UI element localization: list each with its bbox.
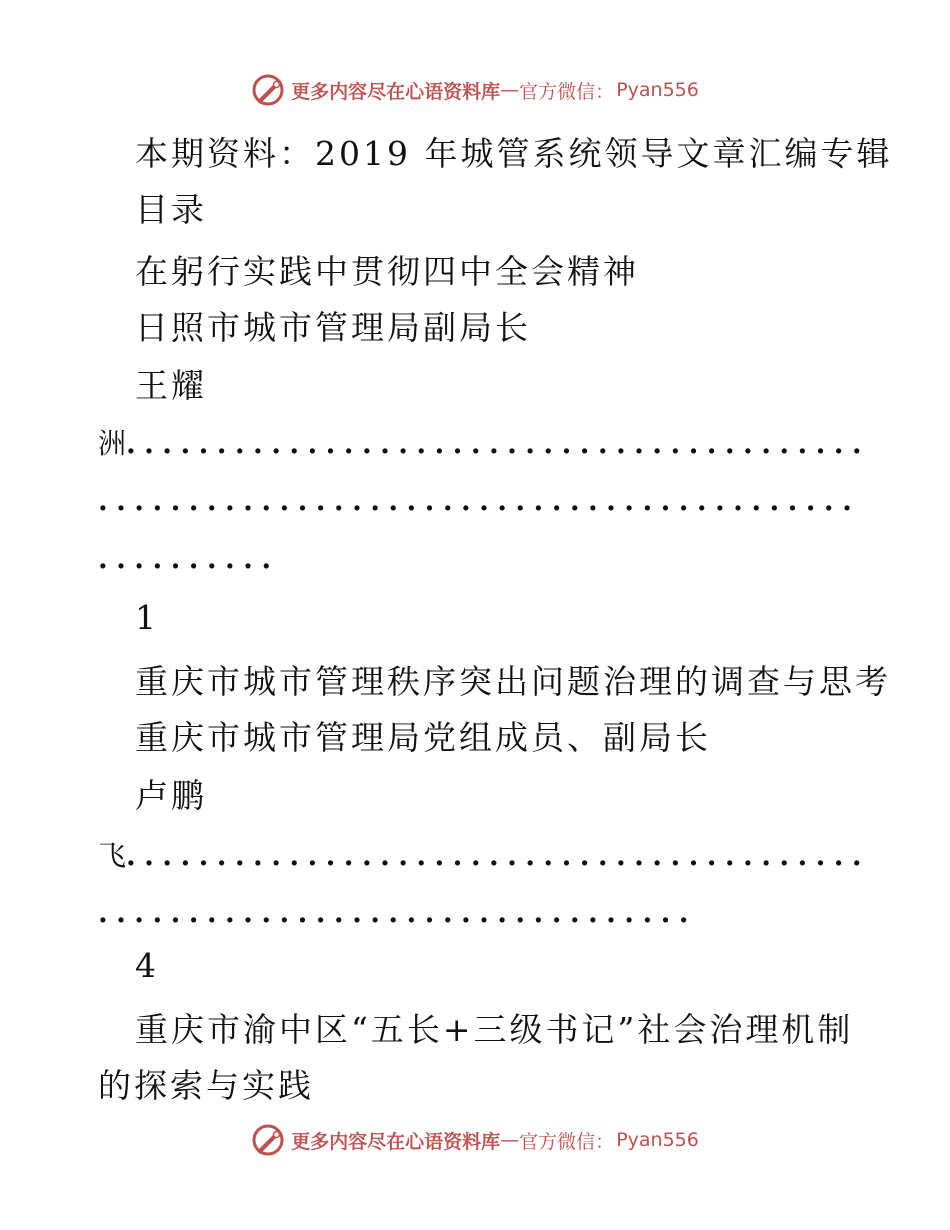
entry-3-title-line-2: 的探索与实践	[98, 1066, 314, 1105]
banner-label: 官方微信：	[519, 1130, 615, 1153]
entry-2-title: 重庆市城市管理秩序突出问题治理的调查与思考	[135, 662, 891, 701]
entry-2-author-title: 重庆市城市管理局党组成员、副局长	[135, 718, 711, 757]
footer-banner	[0, 1120, 950, 1160]
banner-label: 官方微信：	[519, 80, 615, 103]
header-banner	[0, 70, 950, 110]
banner-brand: 更多内容尽在心语资料库	[291, 80, 501, 103]
banner-brand: 更多内容尽在心语资料库	[291, 1130, 501, 1153]
toc-heading: 目录	[135, 190, 207, 229]
entry-1-leader-line-3: ..........	[98, 542, 280, 575]
entry-3-title-line-1: 重庆市渝中区“五长+三级书记”社会治理机制	[135, 1010, 854, 1049]
entry-2-author-name-end: 飞	[98, 839, 127, 872]
pen-logo-icon	[251, 73, 285, 107]
entry-1-leader-line-2: ..........................................	[98, 484, 861, 517]
entry-2-leader-line-2: .................................	[98, 896, 697, 929]
entry-2-author-name: 卢鹏	[135, 776, 207, 815]
banner-separator: —	[500, 1129, 520, 1151]
pen-logo-icon	[251, 1123, 285, 1157]
entry-2-leader-line-1: 飞.........................................	[98, 839, 871, 872]
entry-1-title: 在躬行实践中贯彻四中全会精神	[135, 252, 639, 291]
entry-2-page: 4	[135, 946, 159, 985]
banner-wechat-id: Pyan556	[616, 1129, 699, 1151]
entry-1-author-name: 王耀	[135, 366, 207, 405]
entry-1-author-title: 日照市城市管理局副局长	[135, 308, 531, 347]
banner-wechat-id: Pyan556	[616, 79, 699, 101]
entry-1-author-name-end: 洲	[98, 427, 127, 460]
entry-1-page: 1	[135, 598, 159, 637]
document-title: 本期资料：2019 年城管系统领导文章汇编专辑	[135, 134, 893, 173]
entry-1-leader-line-1: 洲.........................................	[98, 427, 871, 460]
banner-separator: —	[500, 79, 520, 101]
